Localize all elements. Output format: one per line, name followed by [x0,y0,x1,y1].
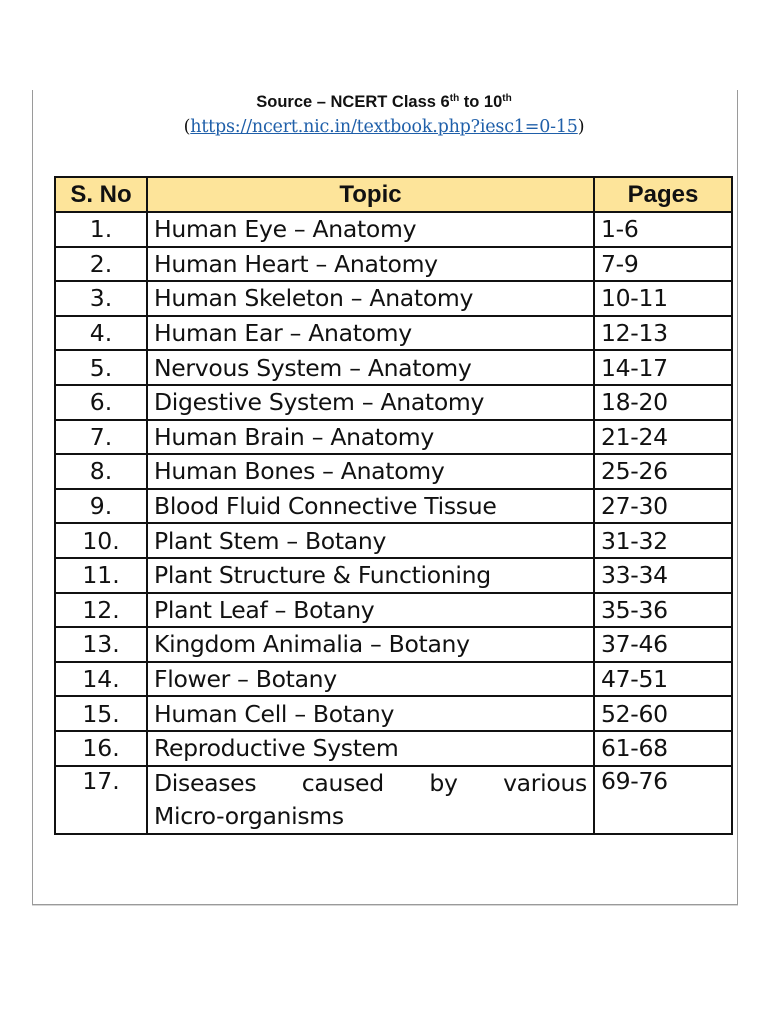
row-number: 7. [55,420,147,455]
table-row [55,731,732,766]
row-topic: Human Eye – Anatomy [147,212,594,247]
table-row [55,766,732,834]
row-pages: 31-32 [594,523,732,558]
source-url-link[interactable]: https://ncert.nic.in/textbook.php?iesc1=0-15 [190,117,578,137]
row-pages: 52-60 [594,696,732,731]
row-pages: 18-20 [594,385,732,420]
row-topic: Plant Structure & Functioning [147,558,594,593]
column-header-topic: Topic [147,177,594,212]
row-pages: 61-68 [594,731,732,766]
row-pages: 7-9 [594,247,732,282]
row-pages: 33-34 [594,558,732,593]
row-pages: 10-11 [594,281,732,316]
table-row [55,696,732,731]
row-topic: Human Ear – Anatomy [147,316,594,351]
table-row [55,212,732,247]
row-pages: 25-26 [594,454,732,489]
row-number: 8. [55,454,147,489]
row-pages: 37-46 [594,627,732,662]
source-mid: to 10 [459,93,503,111]
row-number: 5. [55,350,147,385]
table-row [55,350,732,385]
row-number: 10. [55,523,147,558]
row-topic: Human Cell – Botany [147,696,594,731]
superscript-th-2: th [502,93,512,104]
table-row [55,523,732,558]
row-number: 2. [55,247,147,282]
header-row [55,177,732,212]
table-row [55,558,732,593]
row-number: 15. [55,696,147,731]
row-topic: Human Brain – Anatomy [147,420,594,455]
row-number: 13. [55,627,147,662]
close-paren: ) [577,117,585,137]
open-paren: ( [183,117,191,137]
source-link-line [0,117,768,137]
row-topic: Human Heart – Anatomy [147,247,594,282]
row-pages: 1-6 [594,212,732,247]
table-row [55,454,732,489]
table-row [55,420,732,455]
row-number: 16. [55,731,147,766]
topic-word: Diseases [154,768,257,797]
row-number: 12. [55,593,147,628]
row-pages: 27-30 [594,489,732,524]
row-pages: 14-17 [594,350,732,385]
row-topic: Plant Leaf – Botany [147,593,594,628]
table-row [55,247,732,282]
row-number: 1. [55,212,147,247]
source-title [0,93,768,112]
topic-word: by [429,768,458,797]
row-topic: Blood Fluid Connective Tissue [147,489,594,524]
table-row [55,593,732,628]
table-row [55,385,732,420]
row-number: 3. [55,281,147,316]
row-topic-line2: Micro-organisms [154,801,344,830]
topic-word: various [503,768,587,797]
row-topic: Nervous System – Anatomy [147,350,594,385]
table-row [55,316,732,351]
table-row [55,489,732,524]
superscript-th-1: th [449,93,460,104]
row-pages: 47-51 [594,662,732,697]
row-topic: Human Bones – Anatomy [147,454,594,489]
row-pages: 35-36 [594,593,732,628]
row-topic-line1 [154,767,587,800]
topic-word: caused [301,768,384,797]
row-topic: Plant Stem – Botany [147,523,594,558]
row-topic: Digestive System – Anatomy [147,385,594,420]
table-row [55,662,732,697]
row-topic: Kingdom Animalia – Botany [147,627,594,662]
table-row [55,627,732,662]
row-number: 17. [55,766,147,834]
row-pages: 69-76 [594,766,732,834]
row-number: 11. [55,558,147,593]
row-number: 14. [55,662,147,697]
table-row [55,281,732,316]
row-number: 9. [55,489,147,524]
row-pages: 21-24 [594,420,732,455]
column-header-pages: Pages [594,177,732,212]
row-number: 4. [55,316,147,351]
column-header-sno: S. No [55,177,147,212]
source-prefix: Source – NCERT Class 6 [256,93,450,111]
row-topic: Flower – Botany [147,662,594,697]
topics-table [54,176,733,835]
row-topic: Human Skeleton – Anatomy [147,281,594,316]
row-topic: Reproductive System [147,731,594,766]
row-number: 6. [55,385,147,420]
row-topic [147,766,594,834]
row-pages: 12-13 [594,316,732,351]
